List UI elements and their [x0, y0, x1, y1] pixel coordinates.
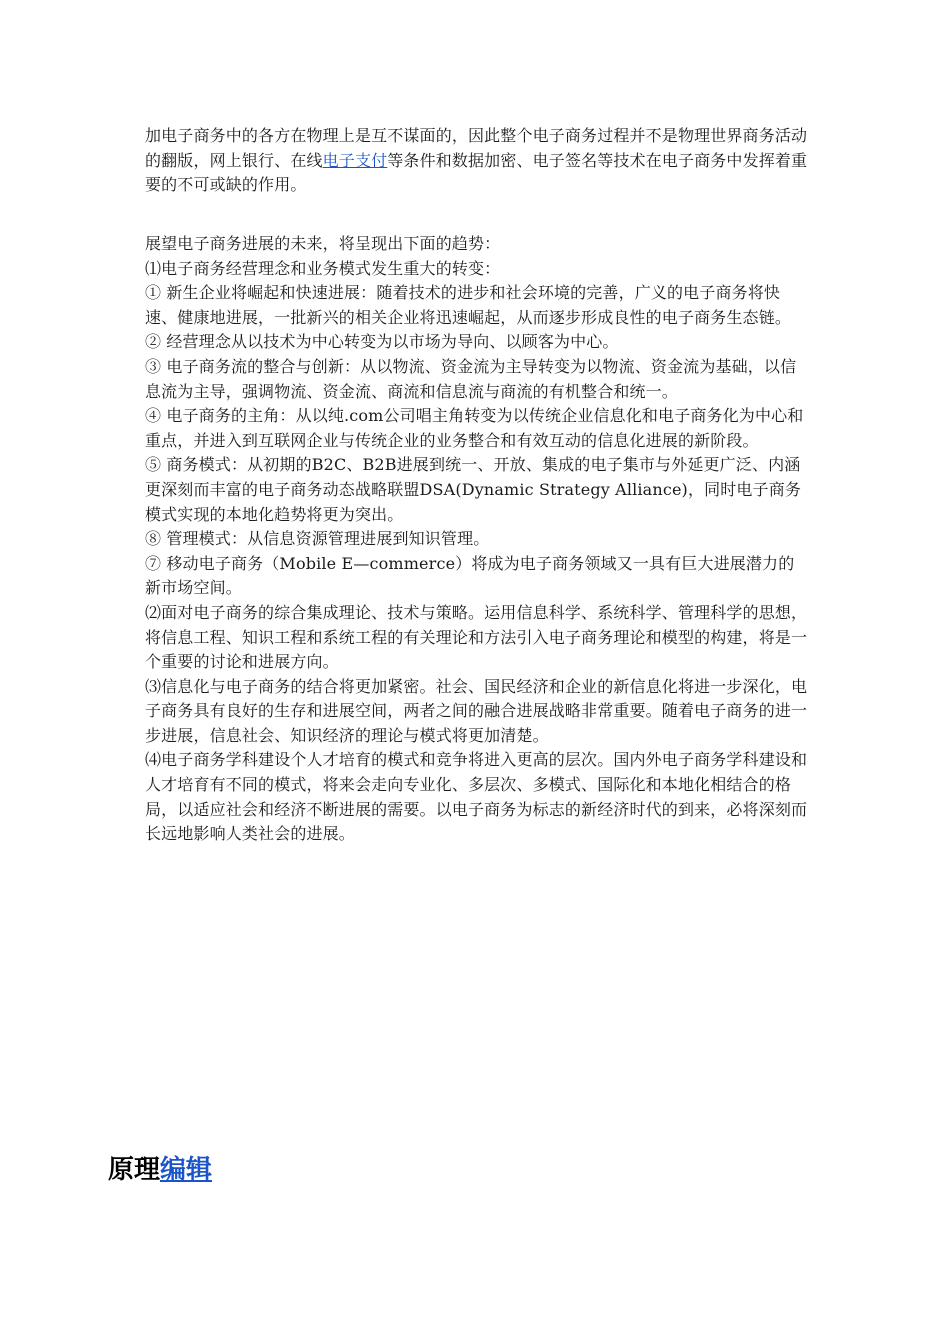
section-heading [108, 1150, 212, 1190]
trend-item: ⑤ 商务模式：从初期的B2C、B2B进展到统一、开放、集成的电子集市与外延更广泛、内涵更深刻而丰富的电子商务动态战略联盟DSA(Dynamic Strategy Alliance)，同时电子商务模式实现的本地化趋势将更为突出。 [145, 455, 801, 524]
intro-text [145, 124, 810, 198]
trends-lead: 展望电子商务进展的未来，将呈现出下面的趋势： [145, 234, 501, 253]
section-title: 原理 [108, 1155, 161, 1185]
trends-section [145, 232, 810, 847]
intro-paragraph [145, 124, 810, 198]
trend-item: ⑦ 移动电子商务（Mobile E—commerce）将成为电子商务领域又一具有巨大进展潜力的新市场空间。 [145, 553, 795, 598]
trend-item: ⑶信息化与电子商务的结合将更加紧密。社会、国民经济和企业的新信息化将进一步深化，电子商务具有良好的生存和进展空间，两者之间的融合进展战略非常重要。随着电子商务的进一步进展，信息社会、知识经济的理论与模式将更加清楚。 [145, 676, 808, 745]
edit-link[interactable]: 编辑 [160, 1155, 213, 1185]
trend-item: ⑷电子商务学科建设个人才培育的模式和竞争将进入更高的层次。国内外电子商务学科建设和人才培育有不同的模式，将来会走向专业化、多层次、多模式、国际化和本地化相结合的格局，以适应社会和经济不断进展的需要。以电子商务为标志的新经济时代的到来，必将深刻而长远地影响人类社会的进展。 [145, 750, 808, 844]
electronic-payment-link[interactable]: 电子支付 [322, 150, 388, 170]
intro-text-before: 加电子商务中的各方在物理上是互不谋面的，因此整个电子商务过程并不是物理世界商务活动的翻版，网上银行、在线 [145, 126, 808, 170]
trend-item: ⑴电子商务经营理念和业务模式发生重大的转变： [145, 258, 501, 278]
trend-item: ① 新生企业将崛起和快速进展：随着技术的进步和社会环境的完善，广义的电子商务将快速、健康地进展，一批新兴的相关企业将迅速崛起，从而逐步形成良性的电子商务生态链。 [145, 283, 792, 327]
trend-item: ③ 电子商务流的整合与创新：从以物流、资金流为主导转变为以物流、资金流为基础，以信息流为主导，强调物流、资金流、商流和信息流与商流的有机整合和统一。 [145, 356, 797, 401]
trend-item: ② 经营理念从以技术为中心转变为以市场为导向、以顾客为中心。 [145, 332, 619, 352]
trend-item: ⑵面对电子商务的综合集成理论、技术与策略。运用信息科学、系统科学、管理科学的思想，将信息工程、知识工程和系统工程的有关理论和方法引入电子商务理论和模型的构建，将是一个重要的讨论和进展方向。 [145, 602, 808, 672]
trend-item: ⑧ 管理模式：从信息资源管理进展到知识管理。 [145, 529, 490, 549]
intro-text-after: 等条件和数据加密、电子签名等技术在电子商务中发挥着重要的不可或缺的作用。 [145, 150, 808, 195]
trend-item: ④ 电子商务的主角：从以纯.com公司唱主角转变为以传统企业信息化和电子商务化为中心和重点，并进入到互联网企业与传统企业的业务整合和有效互动的信息化进展的新阶段。 [145, 406, 804, 450]
